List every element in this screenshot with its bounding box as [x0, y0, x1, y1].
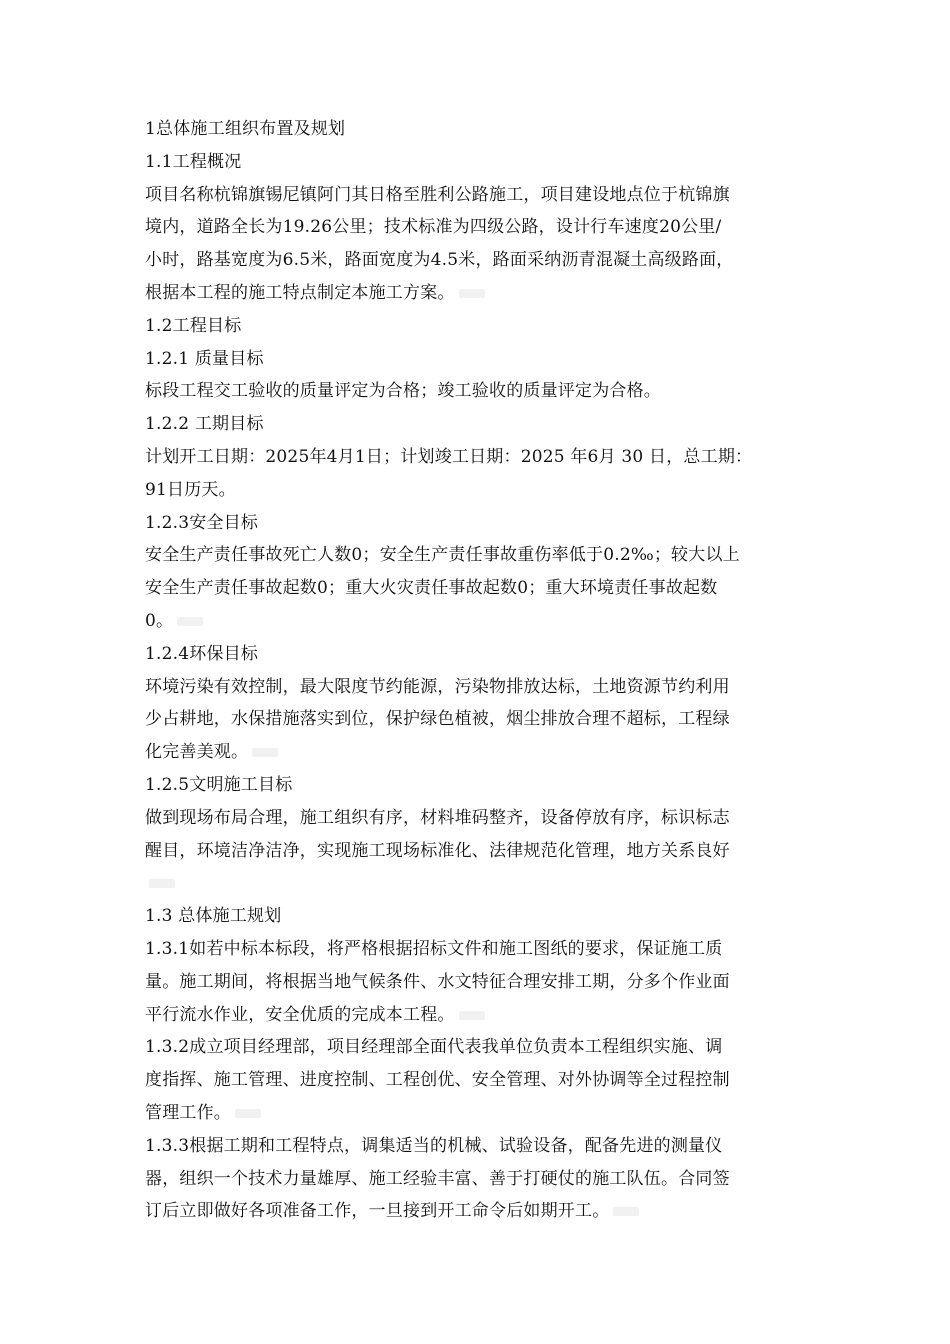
- text-line-content: 根据本工程的施工特点制定本施工方案。: [145, 282, 455, 303]
- paragraph-mark: [235, 1109, 261, 1118]
- text-line: 醒目，环境洁净洁净，实现施工现场标准化、法律规范化管理，地方关系良好: [145, 840, 730, 861]
- paragraph-mark: [459, 289, 485, 298]
- text-line: 量。施工期间，将根据当地气候条件、水文特征合理安排工期，分多个作业面: [145, 971, 730, 992]
- paragraph-environment: [145, 671, 815, 769]
- text-line: 少占耕地，水保措施落实到位，保护绿色植被，烟尘排放合理不超标，工程绿: [145, 709, 730, 730]
- text-line: [145, 867, 815, 900]
- paragraph-mark: [252, 748, 278, 757]
- text-line: 安全生产责任事故死亡人数0；安全生产责任事故重伤率低于0.2‰；较大以上: [145, 545, 740, 566]
- text-line: 计划开工日期：2025年4月1日；计划竣工日期：2025 年6月 30 日，总工期：: [145, 446, 753, 467]
- text-line: 1.3.3根据工期和工程特点，调集适当的机械、试验设备，配备先进的测量仪: [145, 1135, 723, 1156]
- text-line: [145, 1097, 815, 1130]
- text-line: [145, 1195, 815, 1228]
- subsection-heading-quality: 1.2.1 质量目标: [145, 348, 264, 369]
- text-line: 1.3.1如若中标本标段，将严格根据招标文件和施工图纸的要求，保证施工质: [145, 938, 723, 959]
- text-line: 做到现场布局合理，施工组织有序，材料堆码整齐，设备停放有序，标识标志: [145, 807, 730, 828]
- section-heading-1-3: 1.3 总体施工规划: [145, 906, 282, 927]
- text-line-content: 平行流水作业，安全优质的完成本工程。: [145, 1004, 455, 1025]
- text-line: 项目名称杭锦旗锡尼镇阿门其日格至胜利公路施工，项目建设地点位于杭锦旗: [145, 184, 730, 205]
- text-line: 小时，路基宽度为6.5米，路面宽度为4.5米，路面采纳沥青混凝土高级路面，: [145, 250, 734, 271]
- paragraph-quality: [145, 375, 815, 408]
- paragraph-schedule: [145, 441, 815, 507]
- text-line: 环境污染有效控制，最大限度节约能源，污染物排放达标，土地资源节约利用: [145, 676, 730, 697]
- subsection-heading-safety: 1.2.3安全目标: [145, 512, 259, 533]
- text-line: [145, 736, 815, 769]
- text-line: 安全生产责任事故起数0；重大火灾责任事故起数0；重大环境责任事故起数: [145, 578, 718, 599]
- text-line-content: 管理工作。: [145, 1102, 231, 1123]
- text-line: 1.3.2成立项目经理部，项目经理部全面代表我单位负责本工程组织实施、调: [145, 1037, 723, 1058]
- main-heading: 1总体施工组织布置及规划: [145, 119, 346, 139]
- paragraph-civilized: [145, 802, 815, 900]
- subsection-heading-environment: 1.2.4环保目标: [145, 643, 259, 664]
- text-line: 91日历天。: [145, 479, 236, 500]
- document-page: [145, 113, 815, 1228]
- text-line-content: 订后立即做好各项准备工作，一旦接到开工命令后如期开工。: [145, 1201, 610, 1222]
- text-line: 器，组织一个技术力量雄厚、施工经验丰富、善于打硬仗的施工队伍。合同签: [145, 1168, 730, 1189]
- text-line: [145, 277, 815, 310]
- paragraph-safety: [145, 539, 815, 637]
- paragraph-plan-3: [145, 1130, 815, 1228]
- text-line: 标段工程交工验收的质量评定为合格；竣工验收的质量评定为合格。: [145, 381, 661, 402]
- paragraph-mark: [177, 617, 203, 626]
- section-heading-1-2: 1.2工程目标: [145, 315, 242, 336]
- text-line-content: 化完善美观。: [145, 742, 249, 763]
- paragraph-mark: [149, 879, 175, 888]
- paragraph-mark: [459, 1011, 485, 1020]
- text-line-content: 0。: [145, 610, 174, 631]
- paragraph-plan-2: [145, 1031, 815, 1129]
- subsection-heading-schedule: 1.2.2 工期目标: [145, 414, 264, 435]
- paragraph-plan-1: [145, 933, 815, 1031]
- text-line: 境内，道路全长为19.26公里；技术标准为四级公路，设计行车速度20公里/: [145, 217, 722, 238]
- text-line: [145, 605, 815, 638]
- section-heading-1-1: 1.1工程概况: [145, 151, 242, 172]
- paragraph-project-overview: [145, 179, 815, 310]
- text-line: [145, 999, 815, 1032]
- subsection-heading-civilized: 1.2.5文明施工目标: [145, 774, 293, 795]
- text-line: 度指挥、施工管理、进度控制、工程创优、安全管理、对外协调等全过程控制: [145, 1070, 730, 1091]
- paragraph-mark: [613, 1207, 639, 1216]
